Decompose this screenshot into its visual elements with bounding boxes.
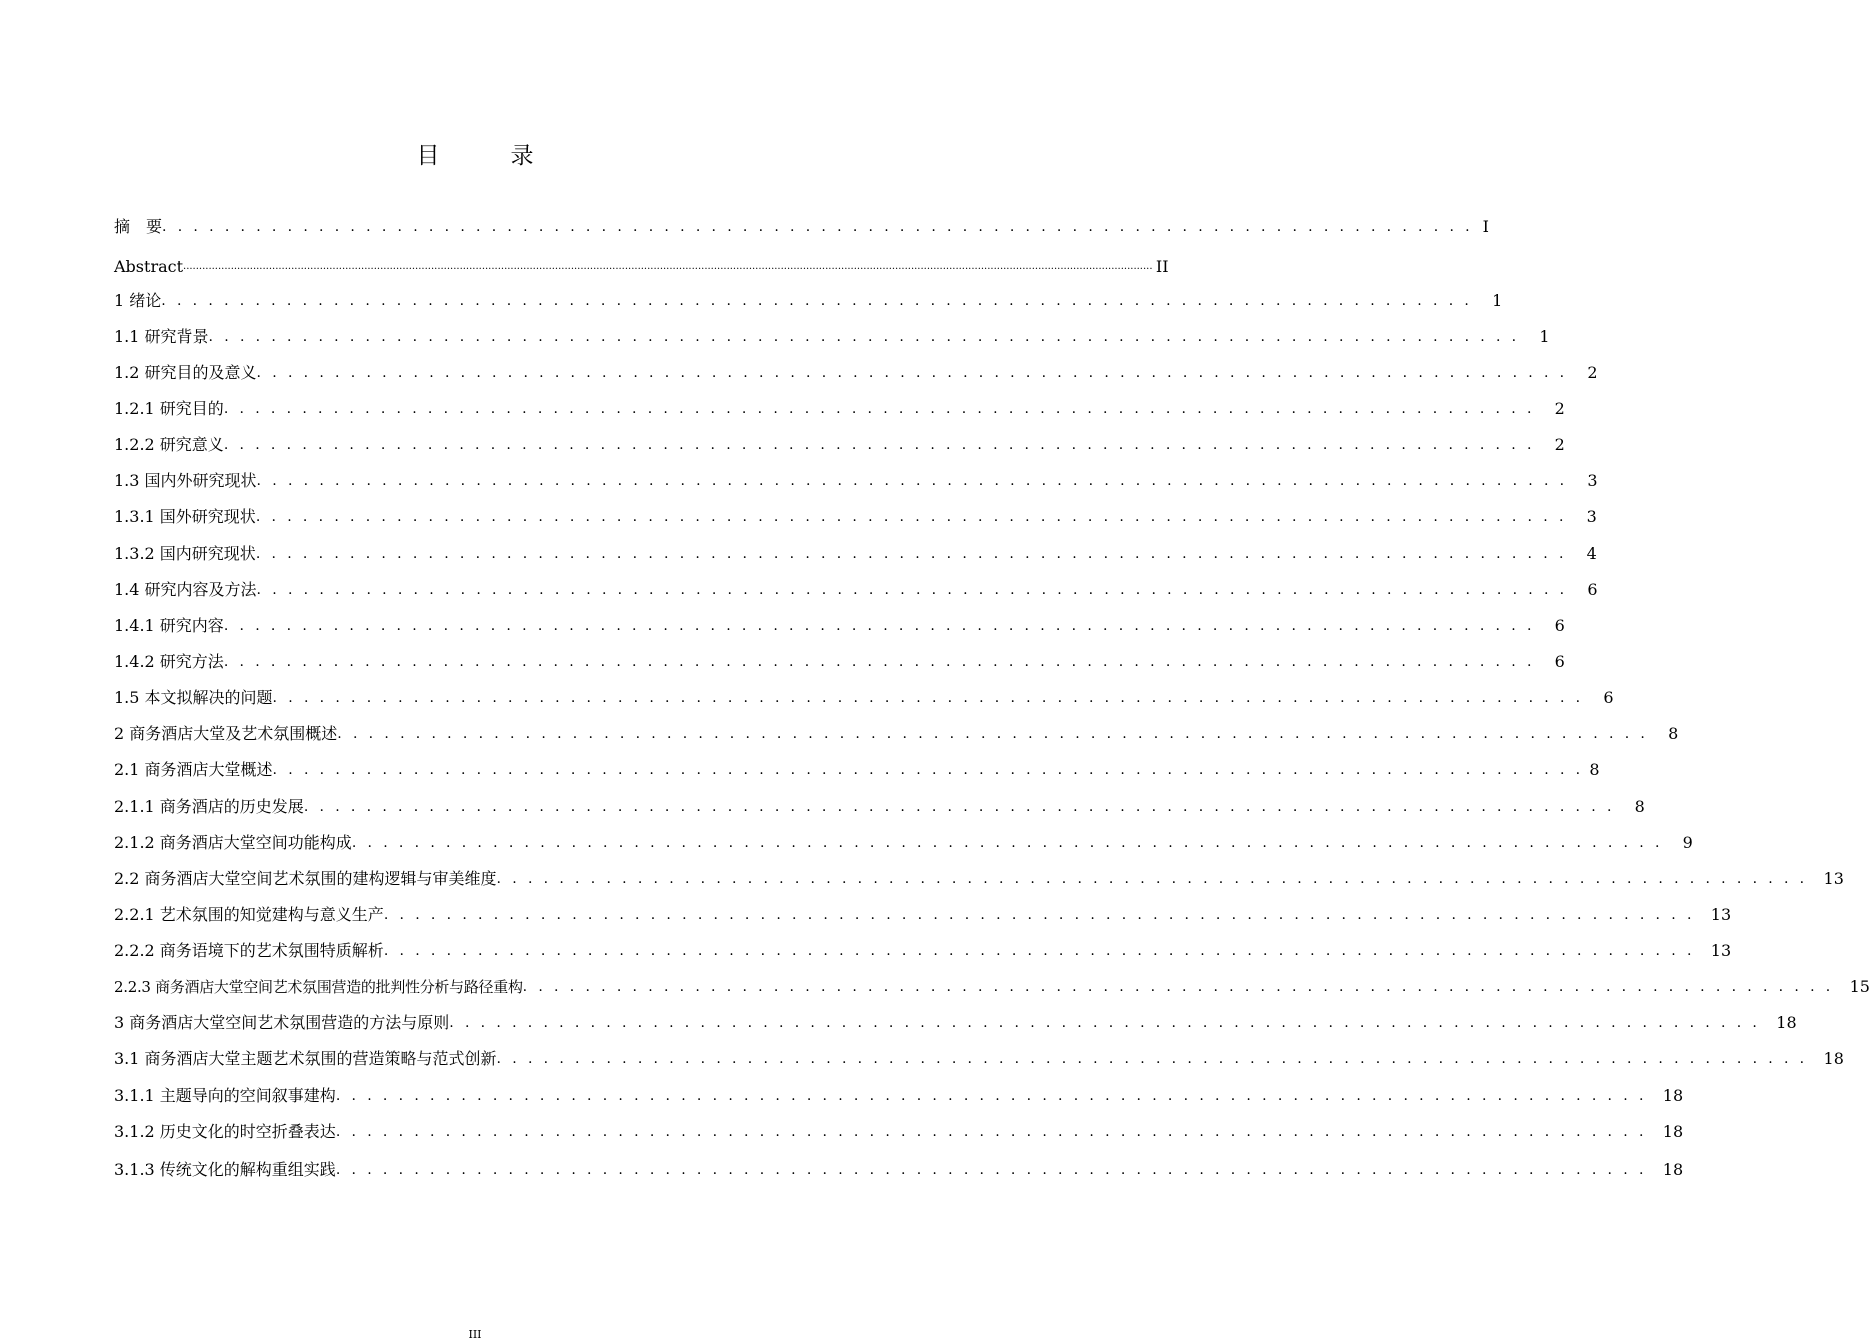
toc-entry-page: 3 bbox=[1586, 507, 1597, 526]
toc-entry-page: 13 bbox=[1823, 869, 1844, 888]
toc-entry-label: 3.1.1 主题导向的空间叙事建构 bbox=[114, 1086, 336, 1105]
toc-entry-page: II bbox=[1155, 257, 1169, 276]
toc-entry-label: 2.2 商务酒店大堂空间艺术氛围的建构逻辑与审美维度 bbox=[114, 869, 497, 888]
toc-entry-label: 1 绪论 bbox=[114, 291, 162, 310]
toc-entry-page: 6 bbox=[1603, 688, 1614, 707]
toc-entry-page: 2 bbox=[1587, 363, 1598, 382]
toc-entry-page: 13 bbox=[1710, 941, 1732, 960]
dot-leader: . . . . . . . . . . . . . . . . . . . . . . . . . . . . . . . . . . . . . . . . . . . . . . . . . . . . . . . . . . . . . . . . . . . . . . . . . . . . . . . . . . . . bbox=[272, 762, 1584, 778]
toc-entry-label: 1.1 研究背景 bbox=[114, 327, 209, 346]
toc-entry-page: I bbox=[1482, 217, 1489, 236]
toc-entry-page: 2 bbox=[1554, 399, 1565, 418]
toc-entry-page: 6 bbox=[1554, 652, 1565, 671]
dot-leader: . . . . . . . . . . . . . . . . . . . . . . . . . . . . . . . . . . . . . . . . . . . . . . . . . . . . . . . . . . . . . . . . . . . . . . . . . . . . . . . . . . . . bbox=[496, 871, 1808, 887]
toc-entry-label: 1.2.2 研究意义 bbox=[114, 435, 224, 454]
toc-entry-2-2-1[interactable] bbox=[114, 900, 1732, 926]
toc-entry-page: 4 bbox=[1586, 544, 1597, 563]
toc-entry-1[interactable] bbox=[114, 286, 1503, 312]
toc-entry-1-2-1[interactable] bbox=[114, 394, 1565, 420]
dot-leader: . . . . . . . . . . . . . . . . . . . . . . . . . . . . . . . . . . . . . . . . . . . . . . . . . . . . . . . . . . . . . . . . . . . . . . . . . . . . . . . . . . . . bbox=[383, 907, 1695, 923]
toc-entry-3[interactable] bbox=[114, 1008, 1797, 1034]
toc-entry-label: 1.4.1 研究内容 bbox=[114, 616, 224, 635]
dot-leader: . . . . . . . . . . . . . . . . . . . . . . . . . . . . . . . . . . . . . . . . . . . . . . . . . . . . . . . . . . . . . . . . . . . . . . . . . . . . . . . . . . . . bbox=[496, 1051, 1808, 1067]
toc-entry-page: 8 bbox=[1668, 724, 1679, 743]
toc-entry-page: 9 bbox=[1682, 833, 1693, 852]
dot-leader: . . . . . . . . . . . . . . . . . . . . . . . . . . . . . . . . . . . . . . . . . . . . . . . . . . . . . . . . . . . . . . . . . . . . . . . . . . . . . . . . . . . . bbox=[335, 1162, 1647, 1178]
toc-entry-1-5[interactable] bbox=[114, 683, 1614, 709]
toc-entry-1-3-2[interactable] bbox=[114, 539, 1597, 565]
dot-leader: ................................................................................................................................................................................................................................................................................................................. bbox=[183, 261, 1153, 272]
dot-leader: . . . . . . . . . . . . . . . . . . . . . . . . . . . . . . . . . . . . . . . . . . . . . . . . . . . . . . . . . . . . . . . . . . . . . . . . . . . . . . . . . . . . bbox=[449, 1015, 1761, 1031]
toc-entry-label: 1.3.2 国内研究现状 bbox=[114, 544, 256, 563]
dot-leader: . . . . . . . . . . . . . . . . . . . . . . . . . . . . . . . . . . . . . . . . . . . . . . . . . . . . . . . . . . . . . . . . . . . . . . . . . . . . . . . . . . . . bbox=[335, 1124, 1647, 1140]
toc-entry-label: 1.4 研究内容及方法 bbox=[114, 580, 257, 599]
toc-entry-3-1-3[interactable] bbox=[114, 1155, 1684, 1181]
toc-entry-label: 2.1 商务酒店大堂概述 bbox=[114, 760, 273, 779]
dot-leader: . . . . . . . . . . . . . . . . . . . . . . . . . . . . . . . . . . . . . . . . . . . . . . . . . . . . . . . . . . . . . . . . . . . . . . . . . . . . . . . . . . . . bbox=[223, 437, 1535, 453]
toc-entry-2-1[interactable] bbox=[114, 755, 1600, 781]
toc-entry-label: 1.5 本文拟解决的问题 bbox=[114, 688, 273, 707]
toc-entry-page: 1 bbox=[1539, 327, 1550, 346]
toc-entry-2-2[interactable] bbox=[114, 864, 1844, 890]
toc-entry-label: 1.3 国内外研究现状 bbox=[114, 471, 257, 490]
toc-entry-page: 6 bbox=[1554, 616, 1565, 635]
toc-entry-label: 1.2.1 研究目的 bbox=[114, 399, 224, 418]
dot-leader: . . . . . . . . . . . . . . . . . . . . . . . . . . . . . . . . . . . . . . . . . . . . . . . . . . . . . . . . . . . . . . . . . . . . . . . . . . . . . . . . . . . . bbox=[255, 546, 1567, 562]
toc-entry-2-2-2[interactable] bbox=[114, 936, 1732, 962]
toc-entry-abstract-en[interactable] bbox=[114, 252, 1169, 278]
toc-entry-2-1-1[interactable] bbox=[114, 792, 1645, 818]
toc-entry-label: 3.1.2 历史文化的时空折叠表达 bbox=[114, 1122, 336, 1141]
dot-leader: . . . . . . . . . . . . . . . . . . . . . . . . . . . . . . . . . . . . . . . . . . . . . . . . . . . . . . . . . . . . . . . . . . . . . . . . . . . . . . . . . . . . bbox=[161, 293, 1473, 309]
toc-entry-2-1-2[interactable] bbox=[114, 828, 1693, 854]
toc-entry-page: 18 bbox=[1823, 1049, 1844, 1068]
dot-leader: . . . . . . . . . . . . . . . . . . . . . . . . . . . . . . . . . . . . . . . . . . . . . . . . . . . . . . . . . . . . . . . . . . . . . . . . . . . . . . . . . . . . bbox=[337, 726, 1649, 742]
dot-leader: . . . . . . . . . . . . . . . . . . . . . . . . . . . . . . . . . . . . . . . . . . . . . . . . . . . . . . . . . . . . . . . . . . . . . . . . . . . . . . . . . . . . bbox=[162, 219, 1473, 235]
dot-leader: . . . . . . . . . . . . . . . . . . . . . . . . . . . . . . . . . . . . . . . . . . . . . . . . . . . . . . . . . . . . . . . . . . . . . . . . . . . . . . . . . . . . bbox=[383, 943, 1695, 959]
toc-entry-page: 1 bbox=[1492, 291, 1503, 310]
toc-entry-label: 1.4.2 研究方法 bbox=[114, 652, 224, 671]
toc-entry-page: 15 bbox=[1849, 977, 1870, 996]
toc-entry-2[interactable] bbox=[114, 719, 1679, 745]
dot-leader: . . . . . . . . . . . . . . . . . . . . . . . . . . . . . . . . . . . . . . . . . . . . . . . . . . . . . . . . . . . . . . . . . . . . . . . . . . . . . . . . . . . . bbox=[255, 509, 1567, 525]
toc-entry-1-4-1[interactable] bbox=[114, 611, 1565, 637]
dot-leader: . . . . . . . . . . . . . . . . . . . . . . . . . . . . . . . . . . . . . . . . . . . . . . . . . . . . . . . . . . . . . . . . . . . . . . . . . . . . . . . . . . . . bbox=[223, 654, 1535, 670]
dot-leader: . . . . . . . . . . . . . . . . . . . . . . . . . . . . . . . . . . . . . . . . . . . . . . . . . . . . . . . . . . . . . . . . . . . . . . . . . . . . . . . . . . . . bbox=[256, 365, 1568, 381]
toc-entry-page: 13 bbox=[1710, 905, 1732, 924]
toc-entry-label: 3 商务酒店大堂空间艺术氛围营造的方法与原则 bbox=[114, 1013, 450, 1032]
toc-entry-1-3-1[interactable] bbox=[114, 502, 1597, 528]
toc-entry-1-2[interactable] bbox=[114, 358, 1598, 384]
toc-entry-page: 3 bbox=[1587, 471, 1598, 490]
toc-entry-label: 3.1 商务酒店大堂主题艺术氛围的营造策略与范式创新 bbox=[114, 1049, 497, 1068]
toc-entry-3-1[interactable] bbox=[114, 1044, 1844, 1070]
toc-entry-1-4-2[interactable] bbox=[114, 647, 1565, 673]
toc-entry-3-1-2[interactable] bbox=[114, 1117, 1684, 1143]
toc-entry-label: 摘 要 bbox=[114, 217, 163, 236]
toc-entry-label: 2.2.2 商务语境下的艺术氛围特质解析 bbox=[114, 941, 384, 960]
toc-entry-abstract-cn[interactable] bbox=[114, 212, 1489, 238]
dot-leader: . . . . . . . . . . . . . . . . . . . . . . . . . . . . . . . . . . . . . . . . . . . . . . . . . . . . . . . . . . . . . . . . . . . . . . . . . . . . . . . . . . . . bbox=[272, 690, 1584, 706]
dot-leader: . . . . . . . . . . . . . . . . . . . . . . . . . . . . . . . . . . . . . . . . . . . . . . . . . . . . . . . . . . . . . . . . . . . . . . . . . . . . . . . . . . . . bbox=[256, 582, 1568, 598]
dot-leader: . . . . . . . . . . . . . . . . . . . . . . . . . . . . . . . . . . . . . . . . . . . . . . . . . . . . . . . . . . . . . . . . . . . . . . . . . . . . . . . . . . . . bbox=[303, 799, 1615, 815]
toc-entry-1-2-2[interactable] bbox=[114, 430, 1565, 456]
toc-entry-label: 1.3.1 国外研究现状 bbox=[114, 507, 256, 526]
dot-leader: . . . . . . . . . . . . . . . . . . . . . . . . . . . . . . . . . . . . . . . . . . . . . . . . . . . . . . . . . . . . . . . . . . . . . . . . . . . . . . . . . . . . bbox=[522, 979, 1834, 995]
dot-leader: . . . . . . . . . . . . . . . . . . . . . . . . . . . . . . . . . . . . . . . . . . . . . . . . . . . . . . . . . . . . . . . . . . . . . . . . . . . . . . . . . . . . bbox=[223, 401, 1535, 417]
toc-entry-label: 2.1.2 商务酒店大堂空间功能构成 bbox=[114, 833, 352, 852]
toc-entry-page: 18 bbox=[1662, 1086, 1684, 1105]
toc-entry-1-1[interactable] bbox=[114, 322, 1550, 348]
toc-entry-3-1-1[interactable] bbox=[114, 1081, 1684, 1107]
toc-entry-page: 18 bbox=[1662, 1122, 1684, 1141]
toc-entry-label: 2.2.3 商务酒店大堂空间艺术氛围营造的批判性分析与路径重构 bbox=[114, 978, 523, 996]
toc-entry-1-3[interactable] bbox=[114, 466, 1598, 492]
toc-entry-page: 8 bbox=[1589, 760, 1600, 779]
dot-leader: . . . . . . . . . . . . . . . . . . . . . . . . . . . . . . . . . . . . . . . . . . . . . . . . . . . . . . . . . . . . . . . . . . . . . . . . . . . . . . . . . . . . bbox=[223, 618, 1535, 634]
toc-entry-label: 2 商务酒店大堂及艺术氛围概述 bbox=[114, 724, 338, 743]
page-number: III bbox=[468, 1328, 482, 1341]
toc-entry-label: Abstract bbox=[114, 257, 184, 276]
toc-entry-1-4[interactable] bbox=[114, 575, 1598, 601]
toc-entry-label: 3.1.3 传统文化的解构重组实践 bbox=[114, 1160, 336, 1179]
dot-leader: . . . . . . . . . . . . . . . . . . . . . . . . . . . . . . . . . . . . . . . . . . . . . . . . . . . . . . . . . . . . . . . . . . . . . . . . . . . . . . . . . . . . bbox=[335, 1088, 1647, 1104]
toc-entry-page: 18 bbox=[1776, 1013, 1797, 1032]
toc-entry-2-2-3[interactable] bbox=[114, 972, 1870, 998]
toc-entry-page: 2 bbox=[1554, 435, 1565, 454]
dot-leader: . . . . . . . . . . . . . . . . . . . . . . . . . . . . . . . . . . . . . . . . . . . . . . . . . . . . . . . . . . . . . . . . . . . . . . . . . . . . . . . . . . . . bbox=[351, 835, 1663, 851]
toc-entry-label: 2.1.1 商务酒店的历史发展 bbox=[114, 797, 304, 816]
toc-entry-page: 18 bbox=[1662, 1160, 1684, 1179]
dot-leader: . . . . . . . . . . . . . . . . . . . . . . . . . . . . . . . . . . . . . . . . . . . . . . . . . . . . . . . . . . . . . . . . . . . . . . . . . . . . . . . . . . . . bbox=[256, 473, 1568, 489]
toc-entry-label: 2.2.1 艺术氛围的知觉建构与意义生产 bbox=[114, 905, 384, 924]
toc-entry-page: 6 bbox=[1587, 580, 1598, 599]
page-title: 目 录 bbox=[416, 143, 558, 170]
toc-entry-label: 1.2 研究目的及意义 bbox=[114, 363, 257, 382]
dot-leader: . . . . . . . . . . . . . . . . . . . . . . . . . . . . . . . . . . . . . . . . . . . . . . . . . . . . . . . . . . . . . . . . . . . . . . . . . . . . . . . . . . . . bbox=[208, 329, 1520, 345]
toc-entry-page: 8 bbox=[1634, 797, 1645, 816]
